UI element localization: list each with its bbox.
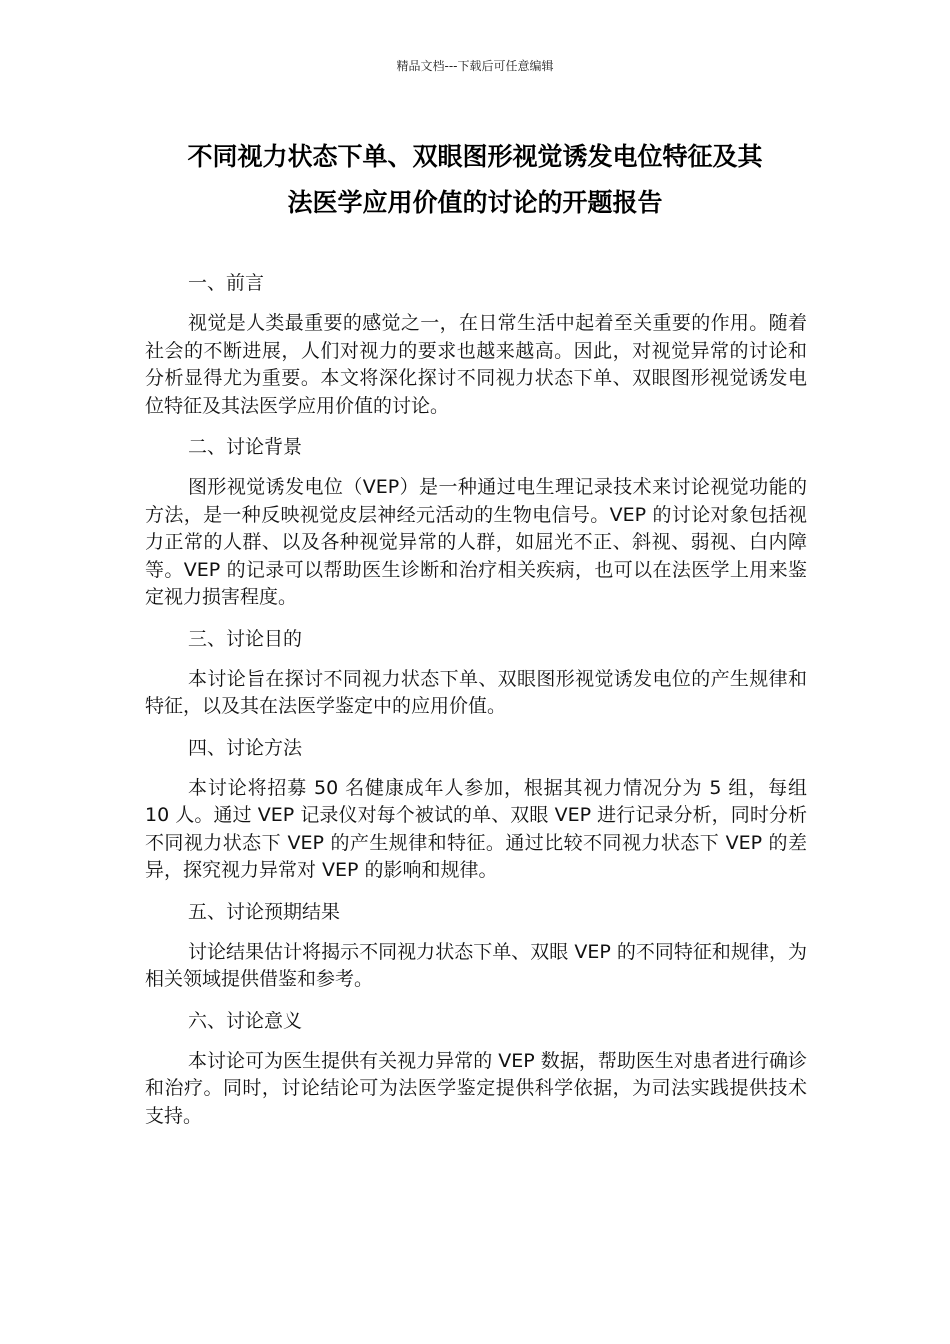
section-heading-preface: 一、前言 (188, 272, 265, 294)
section-heading-purpose: 三、讨论目的 (188, 627, 303, 650)
header-note: 精品文档---下载后可任意编辑 (396, 59, 554, 73)
section-heading-method: 四、讨论方法 (188, 736, 303, 759)
section-body-purpose: 本讨论旨在探讨不同视力状态下单、双眼图形视觉诱发电位的产生规律和特征，以及其在法医学鉴定中的应用价值。 (145, 667, 807, 717)
document-title (140, 134, 810, 226)
section-heading-expected-results: 五、讨论预期结果 (188, 900, 341, 923)
section-body-method: 本讨论将招募 50 名健康成年人参加，根据其视力情况分为 5 组，每组 10 人。通过 VEP 记录仪对每个被试的单、双眼 VEP 进行记录分析，同时分析不同视力状态下 VEP 的产生规律和特征。通过比较不同视力状态下 VEP 的差异，探究视力异常对 VEP 的影响和规律。 (145, 776, 807, 881)
section-heading-significance: 六、讨论意义 (188, 1009, 303, 1032)
title-line-1: 不同视力状态下单、双眼图形视觉诱发电位特征及其 (187, 142, 763, 171)
section-body-preface: 视觉是人类最重要的感觉之一，在日常生活中起着至关重要的作用。随着社会的不断进展，人们对视力的要求也越来越高。因此，对视觉异常的讨论和分析显得尤为重要。本文将深化探讨不同视力状态下单、双眼图形视觉诱发电位特征及其法医学应用价值的讨论。 (145, 312, 807, 417)
section-heading-background: 二、讨论背景 (188, 436, 303, 458)
document-body (145, 268, 807, 1142)
title-line-2: 法医学应用价值的讨论的开题报告 (287, 188, 663, 217)
section-body-significance: 本讨论可为医生提供有关视力异常的 VEP 数据，帮助医生对患者进行确诊和治疗。同时，讨论结论可为法医学鉴定提供科学依据，为司法实践提供技术支持。 (145, 1049, 807, 1127)
section-body-background: 图形视觉诱发电位（VEP）是一种通过电生理记录技术来讨论视觉功能的方法，是一种反映视觉皮层神经元活动的生物电信号。VEP 的讨论对象包括视力正常的人群、以及各种视觉异常的人群，如屈光不正、斜视、弱视、白内障等。VEP 的记录可以帮助医生诊断和治疗相关疾病，也可以在法医学上用来鉴定视力损害程度。 (145, 476, 807, 608)
section-body-expected-results: 讨论结果估计将揭示不同视力状态下单、双眼 VEP 的不同特征和规律，为相关领域提供借鉴和参考。 (145, 940, 807, 990)
